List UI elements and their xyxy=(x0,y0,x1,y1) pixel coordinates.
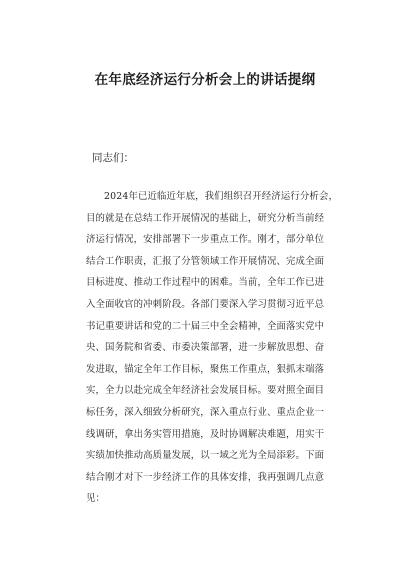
paragraph-line: 标任务，深入细致分析研究，深入重点行业、重点企业一 xyxy=(86,406,325,418)
body-paragraph xyxy=(86,186,339,510)
document-title: 在年底经济运行分析会上的讲话提纲 xyxy=(94,72,316,88)
paragraph-line: 结合工作职责，汇报了分管领域工作开展情况、完成全面 xyxy=(86,255,325,267)
paragraph-line: 书记重要讲话和党的二十届三中全会精神，全面落实党中 xyxy=(86,320,325,332)
paragraph-line: 入全面收官的冲刺阶段。各部门要深入学习贯彻习近平总 xyxy=(86,298,325,310)
paragraph-line: 目标进度、推动工作过程中的困难。当前，全年工作已进 xyxy=(86,277,325,289)
paragraph-line: 目的就是在总结工作开展情况的基础上，研究分析当前经 xyxy=(86,212,325,224)
paragraph-line: 2024年已近临近年底，我们组织召开经济运行分析会， xyxy=(104,191,339,202)
paragraph-line: 发进取，锚定全年工作目标，聚焦工作重点，狠抓末端落 xyxy=(86,363,325,375)
paragraph-line: 实，全力以赴完成全年经济社会发展目标。要对照全面目 xyxy=(86,385,325,397)
paragraph-line: 见： xyxy=(86,493,106,505)
paragraph-line: 结合刚才对下一步经济工作的具体安排，我再强调几点意 xyxy=(86,471,325,483)
paragraph-line: 实绩加快推动高质量发展，以一域之光为全局添彩。下面 xyxy=(86,450,325,462)
salutation: 同志们： xyxy=(92,152,134,164)
paragraph-line: 线调研，拿出务实管用措施，及时协调解决难题，用实干 xyxy=(86,428,325,440)
paragraph-line: 济运行情况，安排部署下一步重点工作。刚才，部分单位 xyxy=(86,234,325,246)
paragraph-line: 央、国务院和省委、市委决策部署，进一步解放思想、奋 xyxy=(86,342,325,354)
